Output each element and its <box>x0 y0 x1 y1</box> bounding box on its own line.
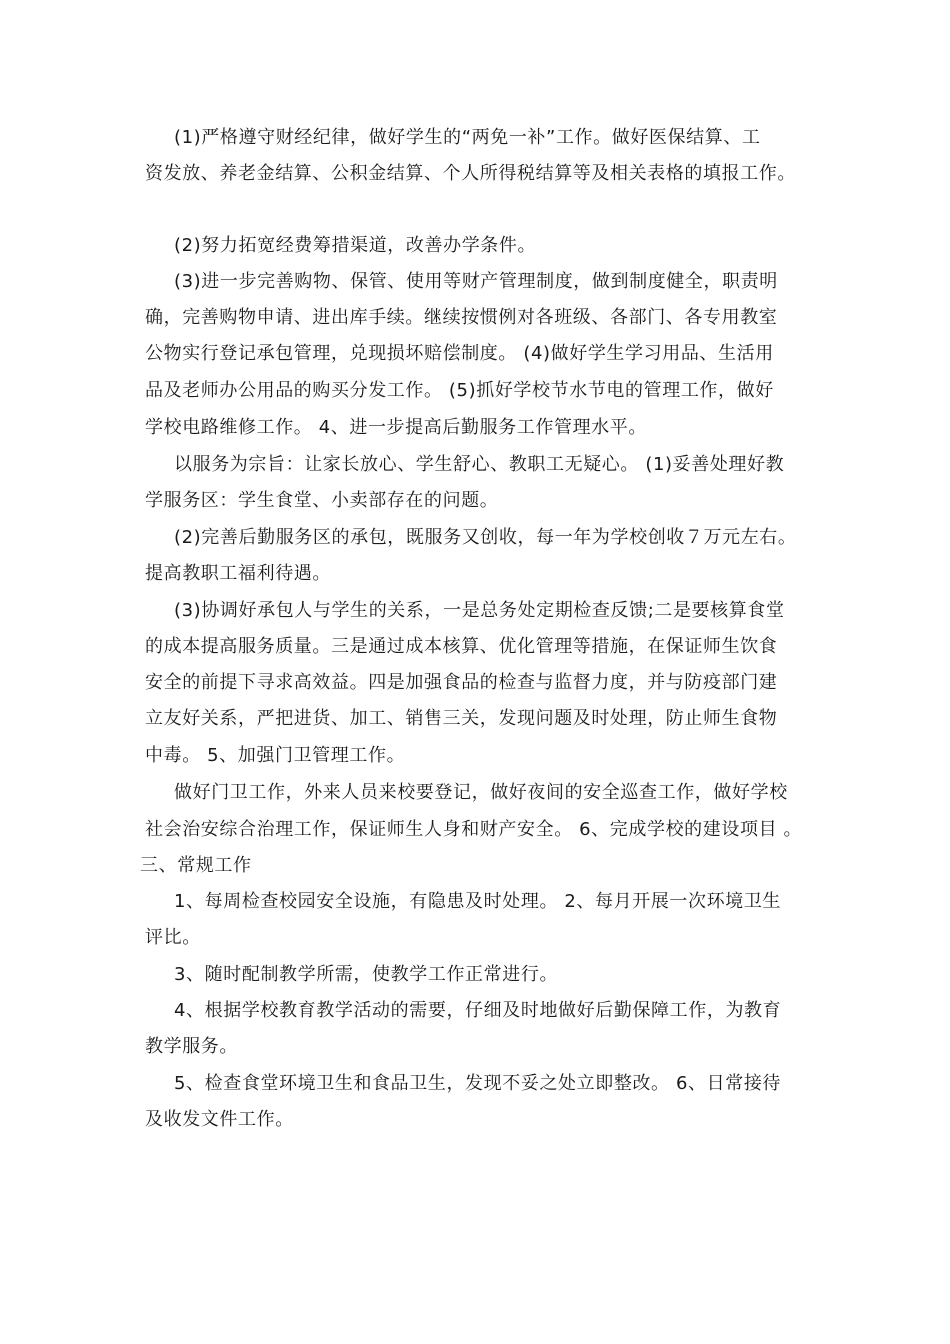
text-line: 中毒。 5、加强门卫管理工作。 <box>145 745 406 766</box>
text-line: (3)协调好承包人与学生的关系，一是总务处定期检查反馈;二是要核算食堂 <box>174 600 785 621</box>
text-line: (2)完善后勤服务区的承包，既服务又创收，每一年为学校创收７万元左右。 <box>174 527 797 548</box>
section-heading: 三、常规工作 <box>140 855 252 876</box>
text-line: 立友好关系，严把进货、加工、销售三关，发现问题及时处理，防止师生食物 <box>145 708 778 729</box>
text-line: (2)努力拓宽经费筹措渠道，改善办学条件。 <box>174 235 537 256</box>
text-line: (3)进一步完善购物、保管、使用等财产管理制度，做到制度健全，职责明 <box>174 271 778 292</box>
text-line: 学校电路维修工作。 4、进一步提高后勤服务工作管理水平。 <box>145 417 647 438</box>
text-line: 资发放、养老金结算、公积金结算、个人所得税结算等及相关表格的填报工作。 <box>145 163 796 184</box>
text-line: (1)严格遵守财经纪律，做好学生的“两免一补”工作。做好医保结算、工 <box>174 127 761 148</box>
text-line: 社会治安综合治理工作，保证师生人身和财产安全。 6、完成学校的建设项目 。 <box>145 819 803 840</box>
text-line: 教学服务。 <box>145 1036 238 1057</box>
text-line: 4、根据学校教育教学活动的需要，仔细及时地做好后勤保障工作，为教育 <box>174 1000 782 1021</box>
text-line: 公物实行登记承包管理，兑现损坏赔偿制度。 (4)做好学生学习用品、生活用 <box>145 343 774 364</box>
text-line: 做好门卫工作，外来人员来校要登记，做好夜间的安全巡查工作，做好学校 <box>174 782 788 803</box>
text-line: 安全的前提下寻求高效益。四是加强食品的检查与监督力度，并与防疫部门建 <box>145 672 778 693</box>
text-line: 的成本提高服务质量。三是通过成本核算、优化管理等措施，在保证师生饮食 <box>145 636 778 657</box>
text-line: 提高教职工福利待遇。 <box>145 563 331 584</box>
text-line: 5、检查食堂环境卫生和食品卫生，发现不妥之处立即整改。 6、日常接待 <box>174 1073 782 1094</box>
text-line: 以服务为宗旨：让家长放心、学生舒心、教职工无疑心。 (1)妥善处理好教 <box>174 454 785 475</box>
text-line: 3、随时配制教学所需，使教学工作正常进行。 <box>174 964 559 985</box>
text-line: 学服务区：学生食堂、小卖部存在的问题。 <box>145 490 499 511</box>
text-line: 及收发文件工作。 <box>145 1109 294 1130</box>
text-line: 评比。 <box>145 927 201 948</box>
text-line: 1、每周检查校园安全设施，有隐患及时处理。 2、每月开展一次环境卫生 <box>174 891 782 912</box>
text-line: 品及老师办公用品的购买分发工作。 (5)抓好学校节水节电的管理工作，做好 <box>145 380 774 401</box>
text-line: 确，完善购物申请、进出库手续。继续按惯例对各班级、各部门、各专用教室 <box>145 307 778 328</box>
